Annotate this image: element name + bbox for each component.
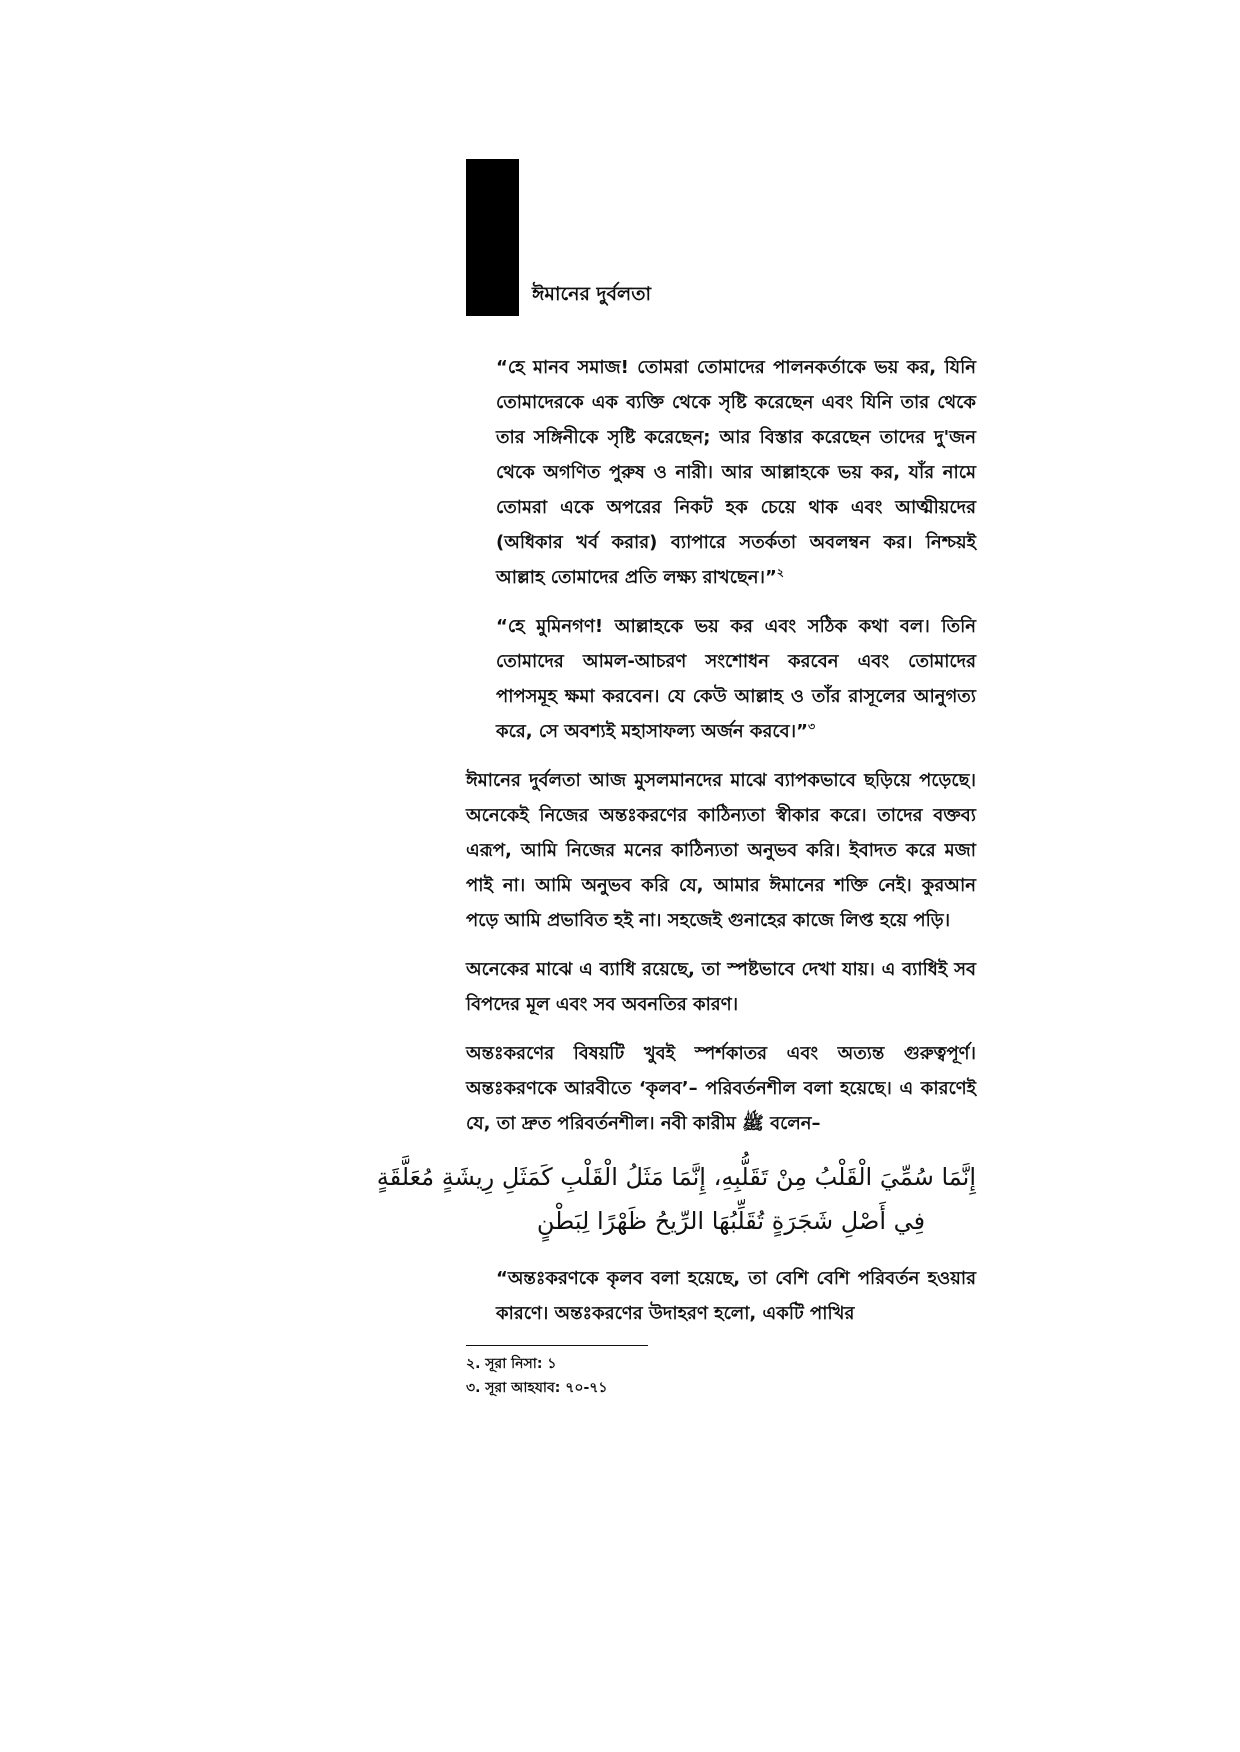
chapter-tab-bar xyxy=(466,159,519,316)
paragraph-disease: অনেকের মাঝে এ ব্যাধি রয়েছে, তা স্পষ্টভাবে দেখা যায়। এ ব্যাধিই সব বিপদের মূল এবং সব অবনতির কারণ। xyxy=(466,959,976,1015)
footnote-3: ৩. সূরা আহযাব: ৭০-৭১ xyxy=(466,1380,608,1396)
hadith-translation: “অন্তঃকরণকে কৃলব বলা হয়েছে, তা বেশি বেশি পরিবর্তন হওয়ার কারণে। অন্তঃকরণের উদাহরণ হলো, একটি পাখির xyxy=(496,1268,976,1324)
arabic-hadith-line-2: فِي أَصْلِ شَجَرَةٍ تُقَلِّبُهَا الرِّيحُ ظَهْرًا لِبَطْنٍ xyxy=(536,1207,926,1235)
paragraph-heart: অন্তঃকরণের বিষয়টি খুবই স্পর্শকাতর এবং অত্যন্ত গুরুত্বপূর্ণ। অন্তঃকরণকে আরবীতে ‘কৃলব’– পরিবর্তনশীল বলা হয়েছে। এ কারণেই যে, তা দ্রুত পরিবর্তনশীল। নবী কারীম ﷺ বলেন– xyxy=(466,1043,976,1134)
arabic-hadith-line-1: إِنَّمَا سُمِّيَ الْقَلْبُ مِنْ تَقَلُّبِهِ، إِنَّمَا مَثَلُ الْقَلْبِ كَمَثَلِ رِيشَةٍ مُعَلَّقَةٍ xyxy=(376,1163,976,1191)
arabic-hadith xyxy=(376,1155,976,1243)
paragraph-weakness: ঈমানের দুর্বলতা আজ মুসলমানদের মাঝে ব্যাপকভাবে ছড়িয়ে পড়েছে। অনেকেই নিজের অন্তঃকরণের কাঠিন্যতা স্বীকার করে। তাদের বক্তব্য এরূপ, আমি নিজের মনের কাঠিন্যতা অনুভব করি। ইবাদত করে মজা পাই না। আমি অনুভব করি যে, আমার ঈমানের শক্তি নেই। কুরআন পড়ে আমি প্রভাবিত হই না। সহজেই গুনাহের কাজে লিপ্ত হয়ে পড়ি। xyxy=(466,770,976,931)
quote-ahzab xyxy=(496,609,976,749)
footnote-marker-2[interactable]: ২ xyxy=(776,566,784,579)
footnote-divider xyxy=(466,1345,648,1346)
page-body xyxy=(376,350,976,1400)
quote-nisa-text: “হে মানব সমাজ! তোমরা তোমাদের পালনকর্তাকে ভয় কর, যিনি তোমাদেরকে এক ব্যক্তি থেকে সৃষ্টি করেছেন এবং যিনি তার থেকে তার সঙ্গিনীকে সৃষ্টি করেছেন; আর বিস্তার করেছেন তাদের দু'জন থেকে অগণিত পুরুষ ও নারী। আর আল্লাহকে ভয় কর, যাঁর নামে তোমরা একে অপরের নিকট হক চেয়ে থাক এবং আত্মীয়দের (অধিকার খর্ব করার) ব্যাপারে সতর্কতা অবলম্বন কর। নিশ্চয়ই আল্লাহ তোমাদের প্রতি লক্ষ্য রাখছেন।” xyxy=(496,357,976,588)
footnote-2: ২. সূরা নিসা: ১ xyxy=(466,1356,557,1372)
quote-ahzab-text: “হে মুমিনগণ! আল্লাহকে ভয় কর এবং সঠিক কথা বল। তিনি তোমাদের আমল-আচরণ সংশোধন করবেন এবং তোমাদের পাপসমূহ ক্ষমা করবেন। যে কেউ আল্লাহ ও তাঁর রাসূলের আনুগত্য করে, সে অবশ্যই মহাসাফল্য অর্জন করবে।” xyxy=(496,616,976,742)
quote-nisa xyxy=(496,350,976,595)
footnote-marker-3[interactable]: ৩ xyxy=(807,720,816,733)
running-head: ঈমানের দুর্বলতা xyxy=(532,283,651,305)
